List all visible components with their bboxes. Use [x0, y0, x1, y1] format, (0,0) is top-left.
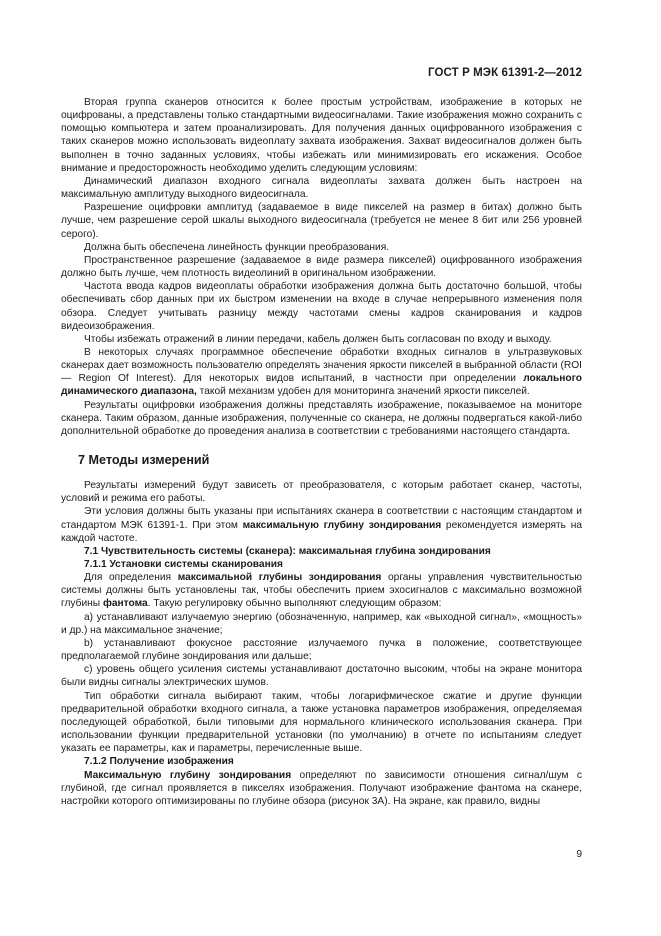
paragraph-text: Для определения	[84, 572, 178, 584]
paragraph: Динамический диапазон входного сигнала видеоплаты захвата должен быть настроен на максимальную амплитуду выходного видеосигнала.	[61, 175, 582, 201]
paragraph: Тип обработки сигнала выбирают таким, чтобы логарифмическое сжатие и другие функции предварительной обработки входного сигнала, а также установка параметров изображения, определяемая последующей обработкой, были типовыми для нормального клинического использования сканера. При использовании функции предварительной установки (по умолчанию) в отчете по испытаниям следует указать ее параметры, как и параметры, перечисленные выше.	[61, 690, 582, 755]
bold-term: фантома	[102, 598, 148, 610]
paragraph-text: рекомендуется измерять на каждой частоте.	[61, 519, 583, 544]
section-7-1-2-heading: 7.1.2 Получение изображения	[84, 756, 234, 768]
section-7-heading: 7 Методы измерений	[78, 453, 210, 468]
paragraph-text: органы управления чувствительностью системы должны быть установлены так, чтобы обеспечить прием эхосигналов с максимально возможной глубины	[61, 572, 582, 610]
document-body	[61, 96, 582, 808]
paragraph: Чтобы избежать отражений в линии передачи, кабель должен быть согласован по входу и выходу.	[84, 333, 552, 345]
paragraph	[61, 505, 582, 544]
paragraph: Результаты измерений будут зависеть от преобразователя, с которым работает сканер, частоты, условий и режима его работы.	[61, 480, 582, 505]
list-item-c: c) уровень общего усиления системы устанавливают достаточно высоким, чтобы на экране монитора были видны сигналы электрических шумов.	[61, 664, 582, 689]
list-item-a: a) устанавливают излучаемую энергию (обозначенную, например, как «выходной сигнал», «мощность» и др.) на максимальное значение;	[61, 611, 582, 636]
bold-term: Максимальную глубину зондирования	[84, 769, 292, 781]
paragraph: Вторая группа сканеров относится к более простым устройствам, изображение в которых не оцифрованы, а представлены только стандартными видеосигналами. Такие изображения можно сохранить с помощью компьютера и затем проанализировать. Для получения данных оцифрованного изображения с таких сканеров можно использовать видеоплату захвата изображения. Захват видеосигналов должен быть выполнен в точно заданных условиях, чтобы избежать или минимизировать его искажения. Особое внимание и предосторожность необходимо уделить следующим условиям:	[61, 97, 582, 174]
paragraph: Пространственное разрешение (задаваемое в виде размера пикселей) оцифрованного изображения должно быть лучше, чем плотность видеолиний в оригинальном изображении.	[61, 254, 582, 280]
bold-term: локального динамического диапазона,	[61, 373, 582, 398]
paragraph-text: такой механизм удобен для мониторинга значений яркости пикселей.	[196, 386, 530, 398]
paragraph	[61, 571, 582, 610]
paragraph	[61, 769, 582, 808]
paragraph: Должна быть обеспечена линейность функции преобразования.	[84, 241, 390, 253]
bold-term: максимальную глубину зондирования	[242, 519, 442, 531]
paragraph-text: определяют по зависимости отношения сигнал/шум с глубиной, где сигнал проявляется в пикселях изображения. Получают изображение фантома на сканере, настройки которого оптимизированы по глубине обзора (рисунок 3А). На экране, как правило, видны	[61, 769, 582, 807]
paragraph: Разрешение оцифровки амплитуд (задаваемое в виде пикселей на размер в битах) должно быть лучше, чем разрешение серой шкалы выходного видеосигнала (требуется не менее 8 бит или 256 уровней серого).	[61, 202, 582, 240]
section-7-1-heading: 7.1 Чувствительность системы (сканера): максимальная глубина зондирования	[84, 545, 491, 557]
paragraph-text: Эти условия должны быть указаны при испытаниях сканера в соответствии с настоящим стандартом и стандартом МЭК 61391-1. При этом	[61, 506, 582, 531]
paragraph: Частота ввода кадров видеоплаты обработки изображения должна быть достаточно большой, чтобы обеспечивать сбор данных при их быстром изменении на входе в случае непрерывного изменения поля обзора. Следует учитывать разницу между частотами смены кадров сканирования и кадров видеоизображения.	[61, 281, 582, 332]
paragraph: Результаты оцифровки изображения должны представлять изображение, показываемое на мониторе сканера. Таким образом, данные изображения, полученные со сканера, не должны подвергаться какой-либо дополнительной обработке до проведения анализа в соответствии с требованиями настоящего стандарта.	[61, 399, 582, 437]
list-item-b: b) устанавливают фокусное расстояние излучаемого пучка в положение, соответствующее предполагаемой глубине зондирования или дальше;	[61, 637, 582, 663]
page-number: 9	[576, 849, 582, 860]
paragraph-text: В некоторых случаях программное обеспечение обработки входных сигналов в ультразвуковых сканерах дает возможность пользователю определять значения яркости пикселей в выбранной области (ROI — Region Of Interest). Для некоторых видов испытаний, в частности при определении	[61, 346, 582, 385]
standard-code-header: ГОСТ Р МЭК 61391-2—2012	[428, 67, 582, 79]
bold-term: максимальной глубины зондирования	[177, 572, 382, 584]
paragraph	[61, 346, 582, 399]
section-7-1-1-heading: 7.1.1 Установки системы сканирования	[84, 559, 283, 570]
paragraph-text: . Такую регулировку обычно выполняют следующим образом:	[147, 598, 442, 610]
